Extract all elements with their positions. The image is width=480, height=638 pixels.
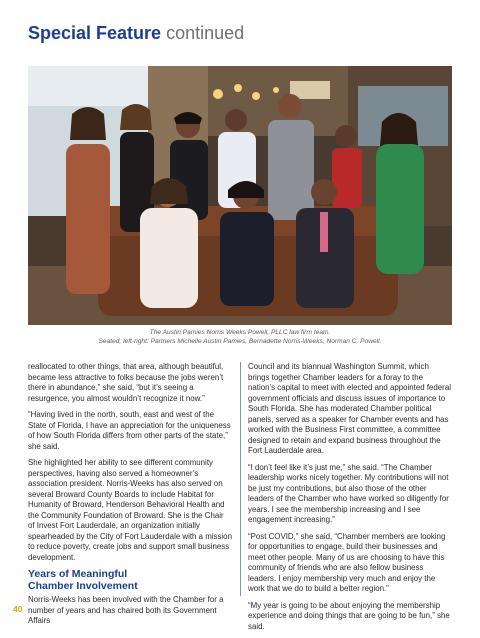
person-standing-7 — [376, 113, 424, 274]
header-continued: continued — [166, 23, 245, 43]
body-paragraph: She highlighted her ability to see different community perspectives, having also served a homeowner’s association president. Norris-Weeks has also served on several Broward County Boards to include Habitat for Humanity of Broward, Henderson Behavioral Health and the Community Foundation of Broward. She is the Chair of Invest Fort Lauderdale, an organization initially spearheaded by the City of Fort Lauderdale with a mission to reduce poverty, create jobs and support small business development. — [28, 458, 232, 562]
team-photo-illustration — [28, 66, 452, 325]
subheading-line-1: Years of Meaningful — [28, 568, 128, 580]
header-title: Special Feature — [28, 23, 162, 43]
right-column — [248, 362, 452, 638]
body-paragraph: Norris-Weeks has been involved with the Chamber for a number of years and has chaired both its Government Affairs — [28, 595, 224, 625]
caption-line-2: Seated, left-right: Partners Michelle Austin Pamies, Bernadette Norris-Weeks, Norman C. Powell. — [98, 338, 382, 345]
page-number: 40 — [13, 604, 23, 614]
subheading-line-2: Chamber Involvement — [28, 579, 138, 592]
team-photo — [28, 66, 452, 325]
body-paragraph: “Having lived in the north, south, east and west of the State of Florida, I have an appreciation for the uniqueness of how South Florida differs from other parts of the state,” she said. — [28, 410, 231, 451]
photo-caption — [28, 328, 452, 346]
caption-line-1: The Austin Pamies Norris Weeks Powell, PLLC law firm team. — [149, 329, 331, 336]
body-paragraph: Council and its biannual Washington Summit, which brings together Chamber leaders for a foray to the nation’s capital to meet with elected and appointed federal government officials and discuss issues of importance to South Florida. She has moderated Chamber political panels, served as a speaker for Chamber events and has worked with the Business First committee, a committee designed to retain and expand business throughout the Fort Lauderdale area. — [248, 362, 451, 455]
left-column — [28, 362, 232, 633]
body-paragraph: “I don’t feel like it’s just me,” she said. “The Chamber leadership works nicely together. My contributions will not be just my contributions, but also those of the other leaders of the Chamber who have worked so diligently for years. I see the membership increasing and I see engagement increasing.” — [248, 462, 449, 524]
section-header — [28, 22, 244, 44]
person-standing-1 — [66, 107, 110, 294]
body-paragraph: “My year is going to be about enjoying the membership experience and doing things that are going to be fun,” she said. — [248, 600, 450, 631]
column-divider — [240, 362, 241, 596]
body-paragraph: reallocated to other things, that area, although beautiful, became less attractive to folks because the jobs weren’t there in abundance,” she said, “but it’s seeing a resurgence, you almost wouldn’t recognize it now.” — [28, 362, 224, 403]
body-paragraph: “Post COVID,” she said, “Chamber members are looking for opportunities to engage, build their businesses and meet other people. Many of us are choosing to have this community of friends who are also fellow business leaders. I enjoy membership very much and enjoy the work that we do to build a better region.” — [248, 531, 446, 593]
section-subheading — [28, 569, 232, 592]
